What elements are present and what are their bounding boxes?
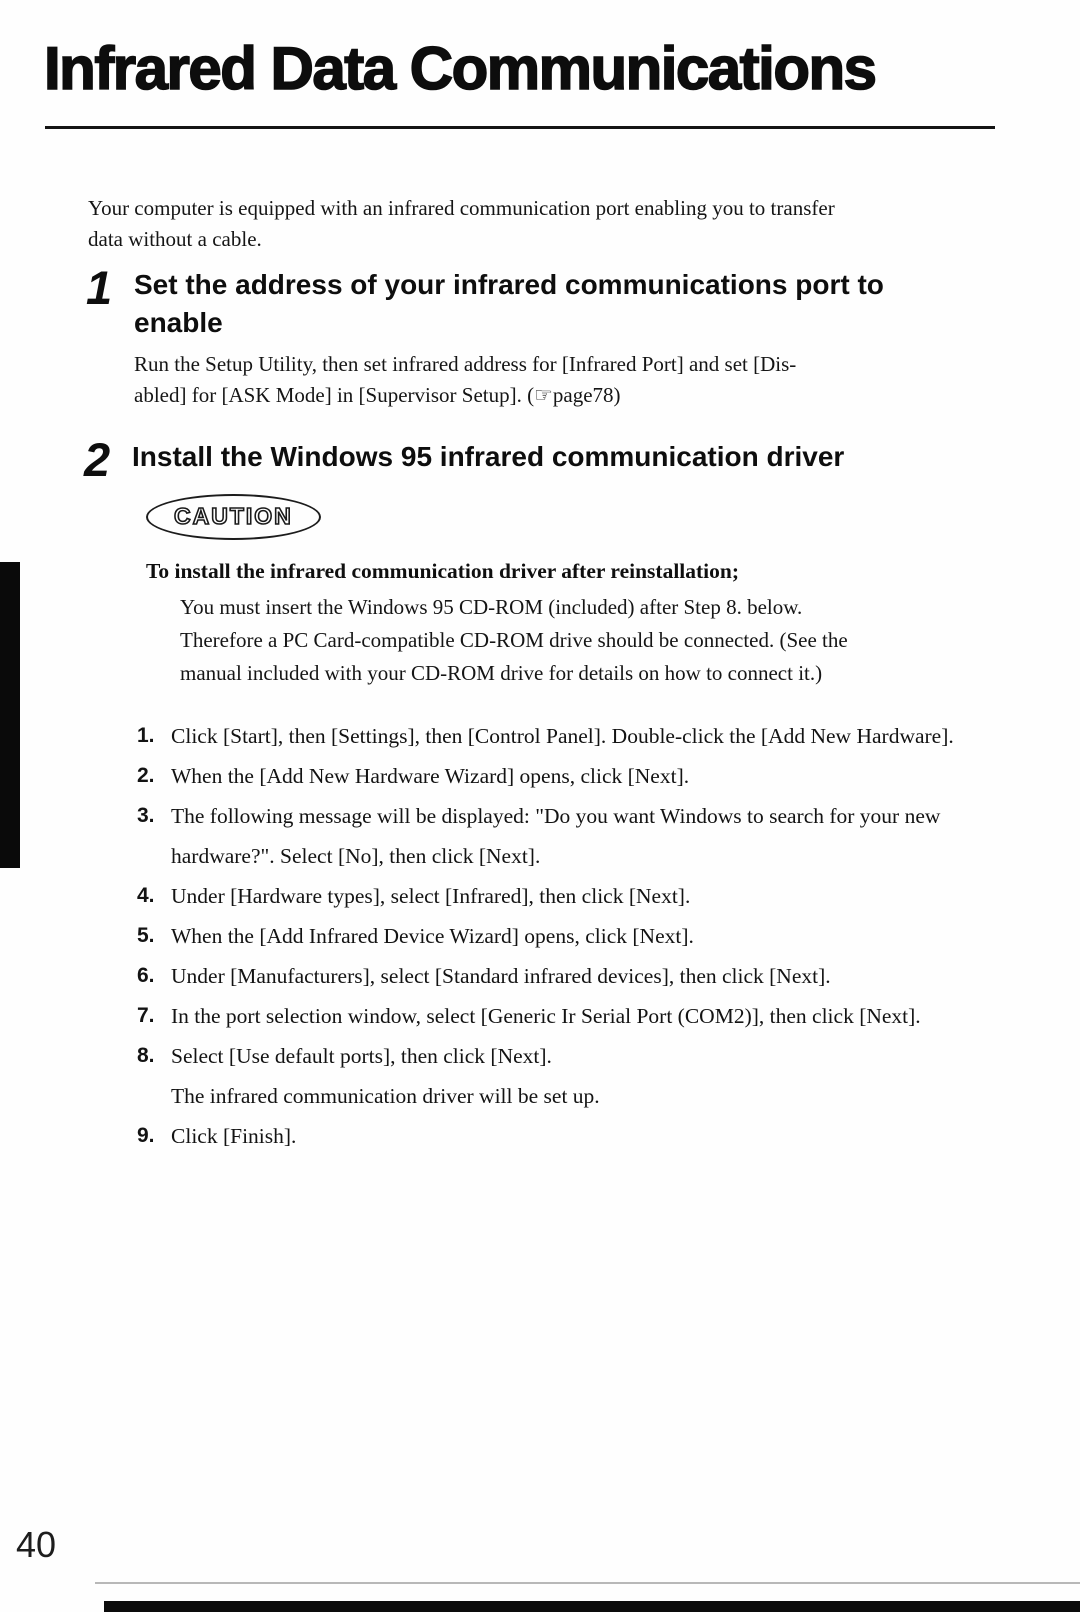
- step-item: [137, 956, 1012, 996]
- step-text: When the [Add New Hardware Wizard] opens, click [Next].: [171, 764, 690, 788]
- step-text: Click [Start], then [Settings], then [Control Panel]. Double-click the [Add New Hardware].: [171, 724, 954, 748]
- side-tab-marker: [0, 562, 20, 868]
- caution-badge: CAUTION: [146, 494, 321, 540]
- step-number: 8.: [137, 1044, 155, 1067]
- step-number: 4.: [137, 884, 155, 907]
- step-item: [137, 996, 1012, 1036]
- title-rule: [45, 126, 995, 129]
- page-number: 40: [16, 1524, 57, 1565]
- caution-heading: To install the infrared communication driver after reinstallation;: [146, 559, 740, 583]
- step-text: Under [Manufacturers], select [Standard infrared devices], then click [Next].: [171, 964, 831, 988]
- step-item: [137, 1036, 1012, 1076]
- footer-bar: [104, 1601, 1080, 1612]
- step-item: [137, 1116, 1012, 1156]
- step-text: When the [Add Infrared Device Wizard] opens, click [Next].: [171, 924, 694, 948]
- step-item: [137, 756, 1012, 796]
- section-content: [132, 438, 844, 476]
- section-heading: [134, 266, 884, 342]
- step-item: [137, 716, 1012, 756]
- section-body: [134, 349, 884, 411]
- step-item: [137, 876, 1012, 916]
- caution-body-line: You must insert the Windows 95 CD-ROM (included) after Step 8. below.: [180, 595, 803, 619]
- section-install-driver: [84, 433, 845, 486]
- section-heading-line: Set the address of your infrared communications port to: [134, 269, 884, 300]
- step-text: Under [Hardware types], select [Infrared], then click [Next].: [171, 884, 691, 908]
- section-number: 1: [86, 261, 113, 314]
- step-number: 6.: [137, 964, 155, 987]
- step-number: 2.: [137, 764, 155, 787]
- step-number: 7.: [137, 1004, 155, 1027]
- section-heading-line: enable: [134, 307, 223, 338]
- intro-line: data without a cable.: [88, 227, 262, 251]
- step-continuation: The infrared communication driver will be set up.: [171, 1084, 600, 1108]
- step-item: [137, 796, 1012, 876]
- intro-line: Your computer is equipped with an infrared communication port enabling you to transfer: [88, 196, 835, 220]
- section-body-line: abled] for [ASK Mode] in [Supervisor Setup]. (☞page78): [134, 383, 621, 407]
- caution-body-line: Therefore a PC Card-compatible CD-ROM drive should be connected. (See the: [180, 628, 848, 652]
- section-body-line: Run the Setup Utility, then set infrared address for [Infrared Port] and set [Dis-: [134, 352, 797, 376]
- step-number: 1.: [137, 724, 155, 747]
- caution-body: [146, 591, 1016, 690]
- step-number: 3.: [137, 804, 155, 827]
- footer-rule: [95, 1582, 1080, 1584]
- step-item: [137, 916, 1012, 956]
- step-text: Select [Use default ports], then click [Next].: [171, 1044, 552, 1068]
- step-number: 9.: [137, 1124, 155, 1147]
- steps-list: [137, 716, 1012, 1156]
- step-number: 5.: [137, 924, 155, 947]
- step-text: The following message will be displayed: "Do you want Windows to search for your new hardware?". Select [No], then click [Next].: [171, 804, 941, 868]
- caution-body-line: manual included with your CD-ROM drive for details on how to connect it.): [180, 661, 823, 685]
- step-text: Click [Finish].: [171, 1124, 297, 1148]
- page-title: Infrared Data Communications: [44, 35, 876, 102]
- step-text: In the port selection window, select [Generic Ir Serial Port (COM2)], then click [Next].: [171, 1004, 921, 1028]
- section-number: 2: [84, 433, 111, 486]
- section-content: [134, 266, 884, 411]
- intro-paragraph: [88, 193, 835, 255]
- section-heading: Install the Windows 95 infrared communication driver: [132, 441, 845, 472]
- section-set-address: [86, 261, 884, 411]
- caution-block: [146, 494, 1016, 690]
